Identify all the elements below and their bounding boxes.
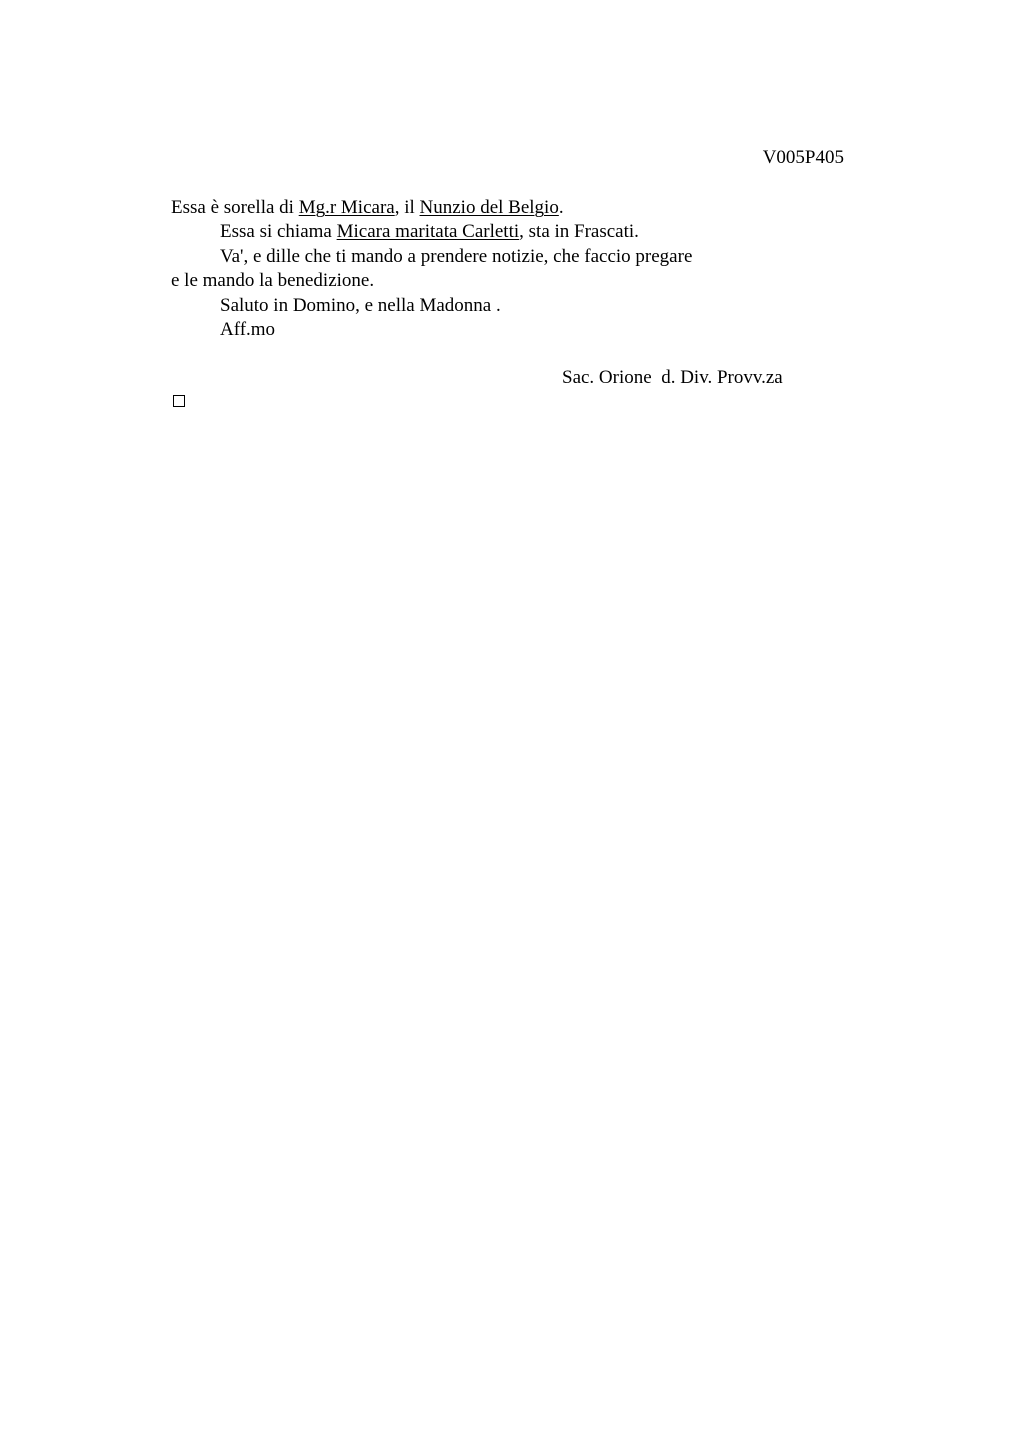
text-segment: , sta in Frascati. [519,221,639,243]
text-segment: , il [394,197,420,218]
text-segment: . [558,197,564,218]
letter-body [171,196,871,342]
signature: Sac. Orione d. Div. Provv.za [562,367,783,388]
underlined-name: Micara maritata Carletti [336,221,520,243]
letter-closing: Aff.mo [220,318,276,340]
text-segment: Essa è sorella di [171,197,299,218]
text-segment: Essa si chiama [220,221,337,243]
letter-line-2 [171,220,871,244]
letter-line-1 [171,196,871,220]
letter-line-5: Saluto in Domino, e nella Madonna . [220,294,501,316]
letter-line-4: e le mando la benedizione. [171,270,375,292]
underlined-title: Nunzio del Belgio [419,197,559,218]
letter-line-3: Va', e dille che ti mando a prendere notizie, che faccio pregare [220,245,693,267]
page-reference: V005P405 [762,147,844,168]
end-of-page-box-icon [173,395,185,407]
underlined-name: Mg.r Micara [298,197,395,218]
